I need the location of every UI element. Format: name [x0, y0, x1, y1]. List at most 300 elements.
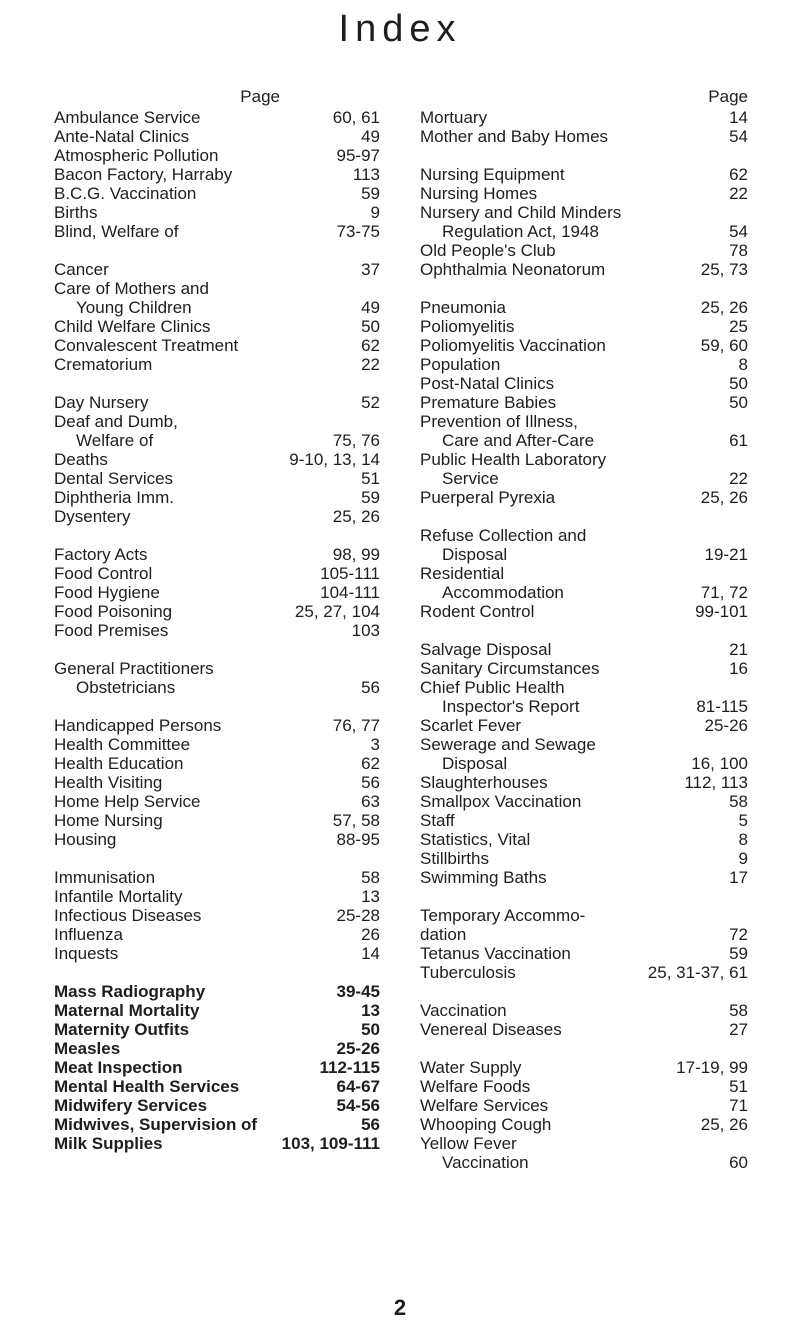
entry-topic: Food Control — [54, 564, 153, 583]
entry-pages: 104-111 — [320, 583, 380, 602]
entry-pages: 9 — [370, 203, 380, 222]
entry-topic: Mass Radiography — [54, 982, 206, 1001]
index-entry — [420, 868, 748, 887]
entry-topic: Handicapped Persons — [54, 716, 222, 735]
index-entry — [420, 222, 748, 241]
entry-topic: Welfare of — [76, 431, 154, 450]
index-entry — [420, 374, 748, 393]
index-list-left — [54, 108, 380, 1153]
entry-pages: 98, 99 — [332, 545, 380, 564]
entry-topic: General Practitioners — [54, 659, 214, 678]
entry-topic: Mother and Baby Homes — [420, 127, 609, 146]
page-title: Index — [338, 8, 462, 50]
entry-pages: 50 — [361, 317, 380, 336]
entry-topic: Deaf and Dumb, — [54, 412, 178, 431]
index-group — [54, 716, 380, 849]
entry-topic: Sewerage and Sewage — [420, 735, 596, 754]
index-entry — [420, 640, 748, 659]
entry-topic: Puerperal Pyrexia — [420, 488, 556, 507]
entry-topic: Prevention of Illness, — [420, 412, 578, 431]
index-entry — [420, 431, 748, 450]
entry-pages: 8 — [738, 830, 748, 849]
index-entry — [54, 1115, 380, 1134]
entry-pages: 16, 100 — [691, 754, 748, 773]
entry-topic: Infantile Mortality — [54, 887, 183, 906]
entry-pages: 56 — [361, 773, 380, 792]
entry-topic: Mental Health Services — [54, 1077, 240, 1096]
index-group — [420, 298, 748, 507]
index-entry — [420, 298, 748, 317]
entry-topic: Poliomyelitis Vaccination — [420, 336, 606, 355]
index-entry — [420, 203, 748, 222]
entry-topic: Ante-Natal Clinics — [54, 127, 190, 146]
index-entry — [54, 431, 380, 450]
entry-pages: 62 — [729, 165, 748, 184]
entry-pages: 56 — [361, 1115, 380, 1134]
entry-pages: 103 — [351, 621, 380, 640]
entry-pages: 81-115 — [696, 697, 748, 716]
index-group — [420, 1001, 748, 1039]
entry-pages: 105-111 — [320, 564, 380, 583]
entry-topic: Child Welfare Clinics — [54, 317, 211, 336]
index-entry — [420, 583, 748, 602]
index-entry — [54, 184, 380, 203]
index-entry — [54, 564, 380, 583]
entry-pages: 19-21 — [704, 545, 748, 564]
entry-pages: 62 — [361, 336, 380, 355]
index-entry — [420, 241, 748, 260]
entry-pages: 25, 73 — [700, 260, 748, 279]
entry-topic: Midwives, Supervision of — [54, 1115, 258, 1134]
entry-pages: 112-115 — [319, 1058, 380, 1077]
entry-topic: Day Nursery — [54, 393, 149, 412]
entry-topic: Disposal — [442, 545, 508, 564]
index-group — [420, 165, 748, 279]
index-entry — [420, 355, 748, 374]
entry-topic: Care and After-Care — [442, 431, 595, 450]
entry-pages: 25 — [729, 317, 748, 336]
index-entry — [420, 1115, 748, 1134]
index-entry — [420, 830, 748, 849]
entry-pages: 16 — [729, 659, 748, 678]
index-entry — [54, 165, 380, 184]
entry-pages: 21 — [729, 640, 748, 659]
index-entry — [54, 1058, 380, 1077]
entry-pages: 17 — [729, 868, 748, 887]
entry-pages: 88-95 — [336, 830, 380, 849]
entry-topic: Swimming Baths — [420, 868, 547, 887]
index-entry — [420, 697, 748, 716]
entry-pages: 25, 26 — [700, 488, 748, 507]
entry-topic: Meat Inspection — [54, 1058, 183, 1077]
entry-topic: Post-Natal Clinics — [420, 374, 555, 393]
entry-topic: Premature Babies — [420, 393, 557, 412]
entry-topic: Blind, Welfare of — [54, 222, 179, 241]
entry-topic: Immunisation — [54, 868, 156, 887]
entry-pages: 99-101 — [695, 602, 748, 621]
entry-topic: Home Help Service — [54, 792, 201, 811]
entry-topic: Dental Services — [54, 469, 174, 488]
entry-topic: Staff — [420, 811, 455, 830]
entry-pages: 78 — [729, 241, 748, 260]
entry-topic: Cancer — [54, 260, 109, 279]
index-entry — [54, 602, 380, 621]
index-entry — [420, 963, 748, 982]
entry-topic: Slaughterhouses — [420, 773, 548, 792]
entry-topic: Ambulance Service — [54, 108, 201, 127]
entry-topic: Obstetricians — [76, 678, 176, 697]
entry-topic: Influenza — [54, 925, 123, 944]
index-entry — [420, 1096, 748, 1115]
entry-pages: 54 — [729, 222, 748, 241]
entry-topic: Refuse Collection and — [420, 526, 587, 545]
index-entry — [420, 792, 748, 811]
entry-pages: 52 — [361, 393, 380, 412]
index-entry — [54, 887, 380, 906]
entry-topic: Inquests — [54, 944, 119, 963]
index-entry — [54, 1020, 380, 1039]
entry-topic: Young Children — [76, 298, 192, 317]
entry-pages: 22 — [729, 469, 748, 488]
index-entry — [54, 830, 380, 849]
entry-pages: 58 — [361, 868, 380, 887]
index-entry — [420, 716, 748, 735]
entry-topic: Vaccination — [420, 1001, 507, 1020]
index-entry — [420, 526, 748, 545]
page-column-header: Page — [708, 87, 748, 106]
entry-topic: Housing — [54, 830, 117, 849]
entry-pages: 17-19, 99 — [676, 1058, 748, 1077]
entry-pages: 25-26 — [704, 716, 748, 735]
index-group — [54, 868, 380, 963]
index-entry — [54, 925, 380, 944]
index-entry — [54, 1134, 380, 1153]
index-entry — [54, 412, 380, 431]
entry-pages: 14 — [729, 108, 748, 127]
index-entry — [54, 754, 380, 773]
entry-pages: 26 — [361, 925, 380, 944]
entry-topic: Service — [442, 469, 499, 488]
index-entry — [54, 583, 380, 602]
index-entry — [420, 1020, 748, 1039]
index-entry — [420, 906, 748, 925]
index-entry — [54, 735, 380, 754]
entry-pages: 54-56 — [336, 1096, 380, 1115]
index-entry — [420, 1077, 748, 1096]
entry-topic: Home Nursing — [54, 811, 163, 830]
entry-pages: 57, 58 — [332, 811, 380, 830]
entry-topic: Stillbirths — [420, 849, 489, 868]
index-entry — [420, 336, 748, 355]
entry-topic: Care of Mothers and — [54, 279, 209, 298]
index-entry — [54, 659, 380, 678]
entry-pages: 58 — [729, 1001, 748, 1020]
index-entry — [54, 868, 380, 887]
entry-pages: 22 — [729, 184, 748, 203]
entry-topic: Maternal Mortality — [54, 1001, 200, 1020]
index-entry — [420, 108, 748, 127]
index-entry — [420, 564, 748, 583]
entry-pages: 61 — [729, 431, 748, 450]
index-group — [420, 108, 748, 146]
entry-pages: 51 — [729, 1077, 748, 1096]
entry-pages: 64-67 — [336, 1077, 380, 1096]
index-entry — [420, 811, 748, 830]
index-entry — [420, 317, 748, 336]
entry-topic: Sanitary Circumstances — [420, 659, 600, 678]
entry-pages: 56 — [361, 678, 380, 697]
entry-topic: Rodent Control — [420, 602, 535, 621]
index-group — [54, 982, 380, 1153]
index-entry — [54, 488, 380, 507]
entry-pages: 25, 26 — [700, 298, 748, 317]
index-entry — [420, 678, 748, 697]
entry-pages: 37 — [361, 260, 380, 279]
entry-topic: Diphtheria Imm. — [54, 488, 174, 507]
index-entry — [420, 1134, 748, 1153]
entry-pages: 51 — [361, 469, 380, 488]
entry-topic: Infectious Diseases — [54, 906, 202, 925]
entry-pages: 103, 109-111 — [281, 1134, 380, 1153]
entry-pages: 63 — [361, 792, 380, 811]
entry-pages: 112, 113 — [684, 773, 748, 792]
index-entry — [54, 279, 380, 298]
index-list-right — [420, 108, 748, 1172]
entry-topic: Nursing Equipment — [420, 165, 565, 184]
entry-topic: Tetanus Vaccination — [420, 944, 571, 963]
index-entry — [420, 1153, 748, 1172]
entry-topic: Statistics, Vital — [420, 830, 531, 849]
entry-topic: Births — [54, 203, 98, 222]
entry-pages: 60 — [729, 1153, 748, 1172]
index-entry — [54, 1001, 380, 1020]
entry-topic: Vaccination — [442, 1153, 529, 1172]
entry-topic: Food Hygiene — [54, 583, 160, 602]
entry-pages: 50 — [729, 393, 748, 412]
index-entry — [420, 469, 748, 488]
entry-topic: Food Poisoning — [54, 602, 173, 621]
entry-pages: 25, 27, 104 — [294, 602, 380, 621]
entry-topic: Old People's Club — [420, 241, 556, 260]
entry-topic: dation — [420, 925, 467, 944]
entry-pages: 72 — [729, 925, 748, 944]
entry-pages: 25, 26 — [700, 1115, 748, 1134]
entry-pages: 54 — [729, 127, 748, 146]
entry-topic: Welfare Services — [420, 1096, 549, 1115]
entry-topic: Factory Acts — [54, 545, 148, 564]
entry-topic: Chief Public Health — [420, 678, 565, 697]
index-entry — [54, 773, 380, 792]
index-entry — [420, 754, 748, 773]
index-group — [54, 393, 380, 526]
index-entry — [420, 412, 748, 431]
entry-pages: 49 — [361, 127, 380, 146]
index-entry — [54, 317, 380, 336]
entry-topic: Water Supply — [420, 1058, 522, 1077]
entry-topic: Maternity Outfits — [54, 1020, 190, 1039]
entry-topic: Crematorium — [54, 355, 153, 374]
entry-topic: Poliomyelitis — [420, 317, 515, 336]
index-entry — [54, 716, 380, 735]
entry-topic: Nursery and Child Minders — [420, 203, 622, 222]
entry-pages: 8 — [738, 355, 748, 374]
entry-topic: Dysentery — [54, 507, 131, 526]
index-group — [420, 640, 748, 887]
entry-pages: 3 — [370, 735, 380, 754]
entry-pages: 60, 61 — [332, 108, 380, 127]
entry-pages: 50 — [361, 1020, 380, 1039]
index-entry — [54, 355, 380, 374]
entry-topic: Salvage Disposal — [420, 640, 552, 659]
entry-pages: 113 — [352, 165, 380, 184]
entry-pages: 59, 60 — [700, 336, 748, 355]
entry-topic: Smallpox Vaccination — [420, 792, 582, 811]
index-group — [54, 659, 380, 697]
entry-pages — [290, 279, 380, 298]
entry-pages: 75, 76 — [332, 431, 380, 450]
entry-pages: 58 — [729, 792, 748, 811]
entry-topic: Health Committee — [54, 735, 191, 754]
index-entry — [54, 906, 380, 925]
entry-topic: Welfare Foods — [420, 1077, 531, 1096]
index-entry — [54, 792, 380, 811]
entry-pages: 14 — [361, 944, 380, 963]
index-group — [54, 545, 380, 640]
entry-topic: Scarlet Fever — [420, 716, 522, 735]
entry-pages: 59 — [361, 488, 380, 507]
index-entry — [54, 336, 380, 355]
index-entry — [54, 393, 380, 412]
entry-pages: 39-45 — [336, 982, 380, 1001]
entry-topic: Regulation Act, 1948 — [442, 222, 599, 241]
entry-pages: 9 — [738, 849, 748, 868]
entry-topic: Temporary Accommo- — [420, 906, 586, 925]
entry-pages: 25-26 — [336, 1039, 380, 1058]
entry-pages — [290, 659, 380, 678]
index-entry — [420, 393, 748, 412]
entry-pages: 95-97 — [336, 146, 380, 165]
index-entry — [420, 1058, 748, 1077]
entry-topic: Bacon Factory, Harraby — [54, 165, 233, 184]
entry-topic: Food Premises — [54, 621, 169, 640]
index-entry — [420, 488, 748, 507]
entry-pages: 71 — [729, 1096, 748, 1115]
entry-topic: Deaths — [54, 450, 108, 469]
index-entry — [54, 811, 380, 830]
index-entry — [420, 1001, 748, 1020]
entry-pages: 59 — [361, 184, 380, 203]
index-column-left — [54, 86, 380, 1172]
entry-pages: 13 — [361, 1001, 380, 1020]
index-entry — [54, 260, 380, 279]
entry-topic: Ophthalmia Neonatorum — [420, 260, 606, 279]
entry-topic: Health Education — [54, 754, 184, 773]
index-entry — [54, 621, 380, 640]
index-entry — [54, 203, 380, 222]
index-group — [54, 260, 380, 374]
entry-pages: 71, 72 — [700, 583, 748, 602]
index-entry — [54, 507, 380, 526]
index-entry — [420, 849, 748, 868]
entry-topic: Mortuary — [420, 108, 488, 127]
entry-pages: 73-75 — [336, 222, 380, 241]
index-entry — [420, 165, 748, 184]
entry-pages: 9-10, 13, 14 — [289, 450, 380, 469]
index-entry — [420, 602, 748, 621]
index-entry — [54, 146, 380, 165]
entry-topic: Whooping Cough — [420, 1115, 552, 1134]
index-entry — [54, 545, 380, 564]
index-group — [420, 526, 748, 621]
entry-topic: Milk Supplies — [54, 1134, 163, 1153]
index-entry — [420, 545, 748, 564]
index-entry — [54, 1077, 380, 1096]
index-entry — [54, 678, 380, 697]
index-entry — [420, 450, 748, 469]
index-column-right — [420, 86, 748, 1191]
index-entry — [54, 298, 380, 317]
entry-pages: 25-28 — [336, 906, 380, 925]
entry-pages: 27 — [729, 1020, 748, 1039]
index-group — [54, 108, 380, 241]
entry-pages: 76, 77 — [332, 716, 380, 735]
entry-pages: 25, 31-37, 61 — [647, 963, 748, 982]
page-number: 2 — [393, 1295, 407, 1320]
index-entry — [420, 184, 748, 203]
entry-topic: Disposal — [442, 754, 508, 773]
entry-pages: 59 — [729, 944, 748, 963]
index-entry — [54, 982, 380, 1001]
entry-topic: Atmospheric Pollution — [54, 146, 219, 165]
index-entry — [54, 127, 380, 146]
index-entry — [54, 1096, 380, 1115]
entry-pages: 13 — [361, 887, 380, 906]
page-column-header: Page — [240, 87, 280, 106]
entry-topic: Yellow Fever — [420, 1134, 517, 1153]
index-entry — [420, 735, 748, 754]
index-entry — [54, 944, 380, 963]
index-entry — [420, 260, 748, 279]
entry-pages: 22 — [361, 355, 380, 374]
index-entry — [420, 773, 748, 792]
entry-topic: Health Visiting — [54, 773, 163, 792]
entry-topic: Venereal Diseases — [420, 1020, 562, 1039]
index-entry — [54, 108, 380, 127]
entry-pages: 62 — [361, 754, 380, 773]
entry-topic: Convalescent Treatment — [54, 336, 239, 355]
index-entry — [54, 1039, 380, 1058]
entry-topic: Tuberculosis — [420, 963, 516, 982]
index-entry — [420, 127, 748, 146]
entry-topic: Pneumonia — [420, 298, 507, 317]
index-entry — [420, 659, 748, 678]
index-entry — [54, 222, 380, 241]
entry-topic: Measles — [54, 1039, 121, 1058]
entry-pages: 50 — [729, 374, 748, 393]
entry-topic: Inspector's Report — [442, 697, 580, 716]
entry-pages: 5 — [738, 811, 748, 830]
entry-topic: Residential — [420, 564, 505, 583]
entry-topic: Public Health Laboratory — [420, 450, 607, 469]
entry-topic: Nursing Homes — [420, 184, 538, 203]
index-entry — [54, 469, 380, 488]
entry-pages: 25, 26 — [332, 507, 380, 526]
index-group — [420, 1058, 748, 1172]
entry-pages: 49 — [361, 298, 380, 317]
index-group — [420, 906, 748, 982]
index-entry — [420, 925, 748, 944]
entry-topic: B.C.G. Vaccination — [54, 184, 197, 203]
